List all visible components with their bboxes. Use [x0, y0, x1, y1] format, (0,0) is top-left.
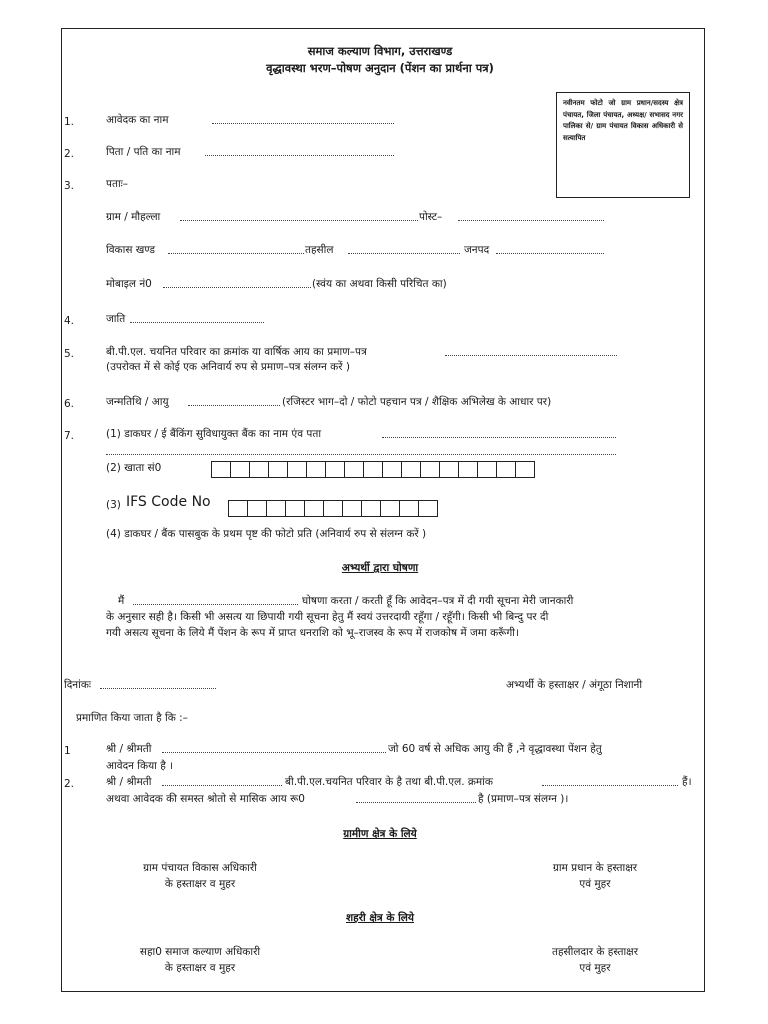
cert-2-start: श्री / श्रीमती — [106, 776, 152, 788]
cert-1-number: 1 — [64, 745, 71, 757]
account-number-digit-box[interactable] — [268, 461, 288, 478]
rural-right-signatory: ग्राम प्रधान के हस्ताक्षर — [552, 862, 638, 874]
district-label: जनपद — [464, 244, 490, 256]
passbook-copy-label: (4) डाकघर / बैंक पासबुक के प्रथम पृष्ट की फोटो प्रति (अनिवार्य रुप से संलग्न करें ) — [106, 528, 427, 540]
dob-age-label: जन्मतिथि / आयु — [106, 396, 169, 408]
ifs-code-char-box[interactable] — [247, 500, 267, 517]
account-number-digit-box[interactable] — [382, 461, 402, 478]
ifs-code-number: (3) — [106, 499, 121, 511]
mobile-label: मोबाइल नं0 — [106, 278, 152, 290]
monthly-income-field[interactable] — [356, 793, 476, 803]
account-number-digit-box[interactable] — [249, 461, 269, 478]
field-2-number: 2. — [64, 148, 75, 160]
declaration-heading: अभ्यर्थी द्वारा घोषणा — [341, 562, 419, 574]
rural-left-signatory: ग्राम पंचायत विकास अधिकारी — [143, 862, 257, 874]
mobile-note: (स्वंय का अथवा किसी परिचित का) — [312, 278, 447, 290]
field-4-number: 4. — [64, 315, 75, 327]
ifs-code-char-box[interactable] — [304, 500, 324, 517]
account-number-digit-box[interactable] — [306, 461, 326, 478]
block-label: विकास खण्ड — [106, 244, 155, 256]
cert-1-name-field[interactable] — [162, 743, 386, 753]
tehsil-field[interactable] — [348, 244, 460, 254]
ifs-code-char-box[interactable] — [228, 500, 248, 517]
declarant-name-field[interactable] — [133, 595, 298, 605]
urban-right-signature: एवं मुहर — [579, 962, 611, 974]
ifs-code-char-box[interactable] — [266, 500, 286, 517]
cert-2-bpl-number-field[interactable] — [542, 776, 678, 786]
urban-left-signature: के हस्ताक्षर व मुहर — [164, 962, 236, 974]
ifs-code-char-box[interactable] — [418, 500, 438, 517]
department-title: समाज कल्याण विभाग, उत्तराखण्ड — [307, 44, 453, 58]
mobile-field[interactable] — [163, 278, 311, 288]
bpl-income-field[interactable] — [445, 346, 617, 356]
date-field[interactable] — [100, 679, 216, 689]
caste-label: जाति — [106, 313, 126, 325]
ifs-code-char-box[interactable] — [380, 500, 400, 517]
cert-2-name-field[interactable] — [162, 776, 282, 786]
caste-field[interactable] — [130, 313, 264, 323]
village-field[interactable] — [180, 211, 418, 221]
date-label: दिनांकः — [64, 679, 92, 691]
ifs-code-label: IFS Code No — [126, 494, 211, 510]
account-number-digit-box[interactable] — [401, 461, 421, 478]
declaration-line-1-end: घोषणा करता / करती हूँ कि आवेदन–पत्र में दी गयी सूचना मेरी जानकारी — [302, 595, 574, 607]
applicant-signature-label: अभ्यर्थी के हस्ताक्षर / अंगूठा निशानी — [506, 679, 643, 691]
cert-2-end: हैं। — [682, 776, 692, 788]
ifs-code-char-box[interactable] — [361, 500, 381, 517]
district-field[interactable] — [496, 244, 604, 254]
field-3-number: 3. — [64, 180, 75, 192]
declaration-line-1-start: मैं — [118, 595, 125, 607]
account-number-digit-box[interactable] — [439, 461, 459, 478]
cert-2-line-2-start: अथवा आवेदक की समस्त श्रोतो से मासिक आय रू0 — [106, 793, 305, 805]
account-number-digit-box[interactable] — [458, 461, 478, 478]
ifs-code-char-box[interactable] — [342, 500, 362, 517]
declaration-line-2: के अनुसार सही है। किसी भी असत्य या छिपायी गयी सूचना हेतु मैं स्वयं उत्तरदायी रहूँगा / रहूँगी। किसी भी बिन्दु पर दी — [106, 611, 549, 623]
account-number-digit-box[interactable] — [420, 461, 440, 478]
cert-2-number: 2. — [64, 778, 75, 790]
account-number-digit-box[interactable] — [496, 461, 516, 478]
rural-heading: ग्रामीण क्षेत्र के लिये — [343, 828, 417, 840]
declaration-line-3: गयी असत्य सूचना के लिये मैं पेंशन के रूप में प्राप्त धनराशि को भू–राजस्व के रूप में राजकोष में जमा करूँगी। — [106, 627, 519, 639]
bank-address-field[interactable] — [106, 445, 616, 455]
account-number-digit-box[interactable] — [211, 461, 231, 478]
photo-box-instructions: नवीनतम फोटो जो ग्राम प्रधान/सदस्य क्षेत्र पंचायत, जिला पंचायत, अध्यक्ष/ सभासद नगर पालिका से/ ग्राम पंचायत विकास अधिकारी से सत्यापित — [563, 99, 683, 142]
field-5-number: 5. — [64, 348, 75, 360]
dob-age-note: (रजिस्टर भाग–दो / फोटो पहचान पत्र / शैक्षिक अभिलेख के आधार पर) — [282, 396, 552, 408]
photo-box[interactable] — [556, 92, 690, 198]
account-number-digit-box[interactable] — [230, 461, 250, 478]
ifs-code-char-box[interactable] — [323, 500, 343, 517]
urban-left-signatory: सहा0 समाज कल्याण अधिकारी — [139, 946, 261, 958]
father-husband-name-label: पिता / पति का नाम — [106, 146, 181, 158]
ifs-code-char-box[interactable] — [285, 500, 305, 517]
bpl-income-label: बी.पी.एल. चयनित परिवार का क्रमांक या वार्षिक आय का प्रमाण–पत्र — [106, 346, 367, 358]
account-number-digit-box[interactable] — [344, 461, 364, 478]
field-1-number: 1. — [64, 116, 75, 128]
rural-left-signature: के हस्ताक्षर व मुहर — [164, 878, 236, 890]
cert-2-mid: बी.पी.एल.चयनित परिवार के है तथा बी.पी.एल. क्रमांक — [285, 776, 493, 788]
post-label: पोस्ट– — [419, 211, 443, 223]
account-number-label: (2) खाता सं0 — [106, 462, 162, 474]
cert-1-end: जो 60 वर्ष से अधिक आयु की हैं ,ने वृद्धावस्था पेंशन हेतु — [388, 743, 602, 755]
ifs-code-char-box[interactable] — [399, 500, 419, 517]
address-label: पताः– — [106, 178, 129, 190]
urban-right-signatory: तहसीलदार के हस्ताक्षर — [551, 946, 638, 958]
rural-right-signature: एवं मुहर — [579, 878, 611, 890]
field-7-number: 7. — [64, 430, 75, 442]
urban-heading: शहरी क्षेत्र के लिये — [345, 912, 414, 924]
bank-name-field[interactable] — [382, 428, 616, 438]
account-number-digit-box[interactable] — [477, 461, 497, 478]
account-number-boxes[interactable] — [212, 461, 535, 478]
field-6-number: 6. — [64, 398, 75, 410]
certification-intro: प्रमाणित किया जाता है कि :– — [76, 712, 188, 724]
ifs-code-boxes[interactable] — [229, 500, 438, 517]
account-number-digit-box[interactable] — [515, 461, 535, 478]
bpl-income-note: (उपरोक्त में से कोई एक अनिवार्य रुप से प्रमाण–पत्र संलग्न करें ) — [106, 361, 350, 373]
tehsil-label: तहसील — [305, 244, 334, 256]
block-field[interactable] — [168, 244, 304, 254]
applicant-name-label: आवेदक का नाम — [106, 114, 169, 126]
post-field[interactable] — [458, 211, 604, 221]
father-husband-name-field[interactable] — [205, 146, 394, 156]
cert-1-line-2: आवेदन किया है । — [106, 760, 174, 772]
account-number-digit-box[interactable] — [287, 461, 307, 478]
village-label: ग्राम / मौहल्ला — [106, 211, 161, 223]
form-title: वृद्धावस्था भरण–पोषण अनुदान (पेंशन का प्रार्थना पत्र) — [266, 61, 494, 75]
cert-1-start: श्री / श्रीमती — [106, 743, 152, 755]
account-number-digit-box[interactable] — [325, 461, 345, 478]
account-number-digit-box[interactable] — [363, 461, 383, 478]
applicant-name-field[interactable] — [212, 114, 394, 124]
bank-name-label: (1) डाकघर / ई बैंकिंग सुविधायुक्त बैंक का नाम एंव पता — [106, 428, 322, 440]
cert-2-line-2-end: है (प्रमाण–पत्र संलग्न )। — [478, 793, 569, 805]
dob-age-field[interactable] — [188, 396, 280, 406]
